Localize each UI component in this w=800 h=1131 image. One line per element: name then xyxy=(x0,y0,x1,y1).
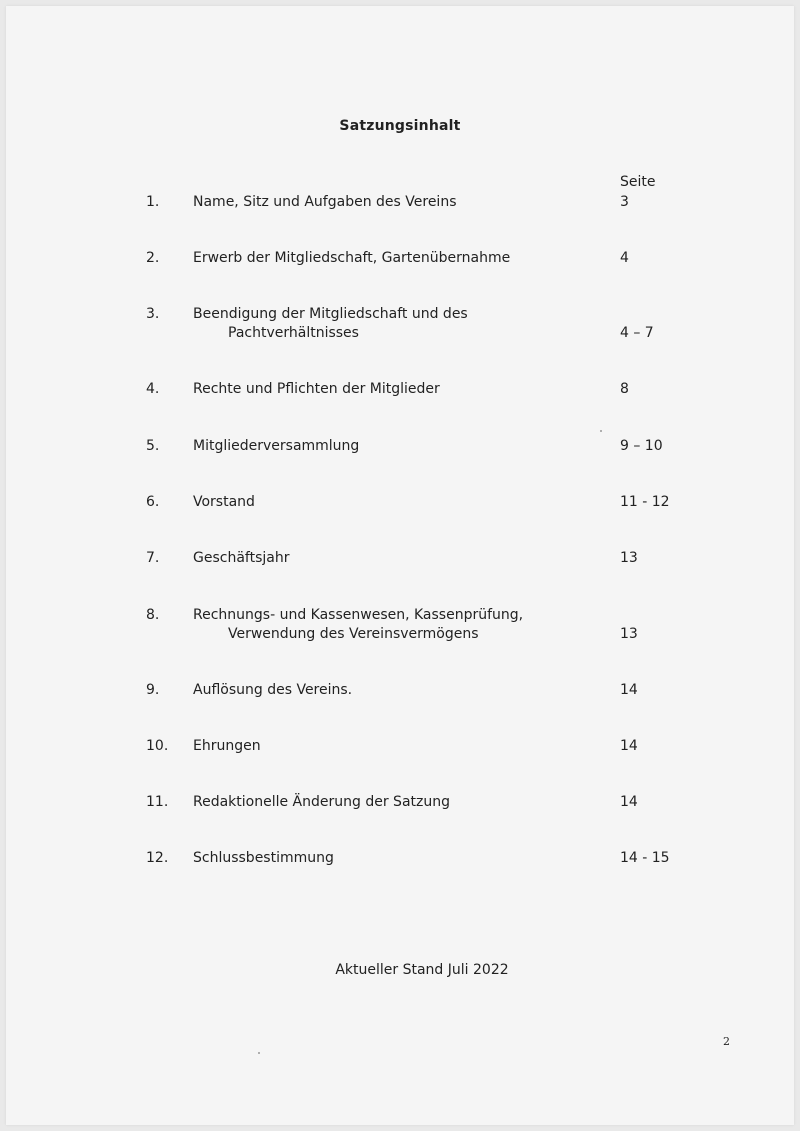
toc-entry-text: Rechnungs- und Kassenwesen, Kassenprüfung, xyxy=(193,607,524,623)
document-page xyxy=(6,6,794,1125)
scan-speck xyxy=(258,1052,260,1054)
toc-entry-page: 13 xyxy=(620,626,638,642)
toc-entry-number: 3. xyxy=(146,306,160,322)
toc-entry-number: 12. xyxy=(146,850,169,866)
revision-status: Aktueller Stand Juli 2022 xyxy=(335,962,509,978)
toc-entry-number: 6. xyxy=(146,494,160,510)
toc-entry-number: 11. xyxy=(146,794,169,810)
toc-entry-number: 4. xyxy=(146,381,160,397)
toc-entry-number: 7. xyxy=(146,550,160,566)
toc-entry-number: 2. xyxy=(146,250,160,266)
toc-entry-page: 14 - 15 xyxy=(620,850,670,866)
toc-entry-text: Ehrungen xyxy=(193,738,261,754)
toc-entry-text-continuation: Verwendung des Vereinsvermögens xyxy=(228,626,479,642)
toc-entry-page: 14 xyxy=(620,794,638,810)
toc-entry-number: 8. xyxy=(146,607,160,623)
page-column-header: Seite xyxy=(620,174,656,190)
toc-entry-page: 8 xyxy=(620,381,629,397)
toc-entry-text: Mitgliederversammlung xyxy=(193,438,360,454)
toc-entry-text: Beendigung der Mitgliedschaft und des xyxy=(193,306,468,322)
toc-entry-page: 11 - 12 xyxy=(620,494,670,510)
toc-entry-number: 5. xyxy=(146,438,160,454)
toc-entry-page: 4 – 7 xyxy=(620,325,654,341)
toc-entry-text: Vorstand xyxy=(193,494,255,510)
toc-entry-page: 9 – 10 xyxy=(620,438,663,454)
toc-entry-page: 14 xyxy=(620,738,638,754)
toc-entry-page: 3 xyxy=(620,194,629,210)
page-title: Satzungsinhalt xyxy=(339,118,461,134)
toc-entry-page: 13 xyxy=(620,550,638,566)
toc-entry-number: 1. xyxy=(146,194,160,210)
toc-entry-number: 9. xyxy=(146,682,160,698)
toc-entry-page: 14 xyxy=(620,682,638,698)
toc-entry-text: Auflösung des Vereins. xyxy=(193,682,353,698)
toc-entry-text: Geschäftsjahr xyxy=(193,550,290,566)
toc-entry-text: Redaktionelle Änderung der Satzung xyxy=(193,794,450,810)
page-number: 2 xyxy=(723,1035,730,1048)
toc-entry-page: 4 xyxy=(620,250,629,266)
toc-entry-text-continuation: Pachtverhältnisses xyxy=(228,325,359,341)
scan-speck xyxy=(600,430,602,432)
toc-entry-text: Name, Sitz und Aufgaben des Vereins xyxy=(193,194,457,210)
toc-entry-text: Erwerb der Mitgliedschaft, Gartenübernahme xyxy=(193,250,511,266)
toc-entry-text: Rechte und Pflichten der Mitglieder xyxy=(193,381,440,397)
toc-entry-text: Schlussbestimmung xyxy=(193,850,334,866)
toc-entry-number: 10. xyxy=(146,738,169,754)
